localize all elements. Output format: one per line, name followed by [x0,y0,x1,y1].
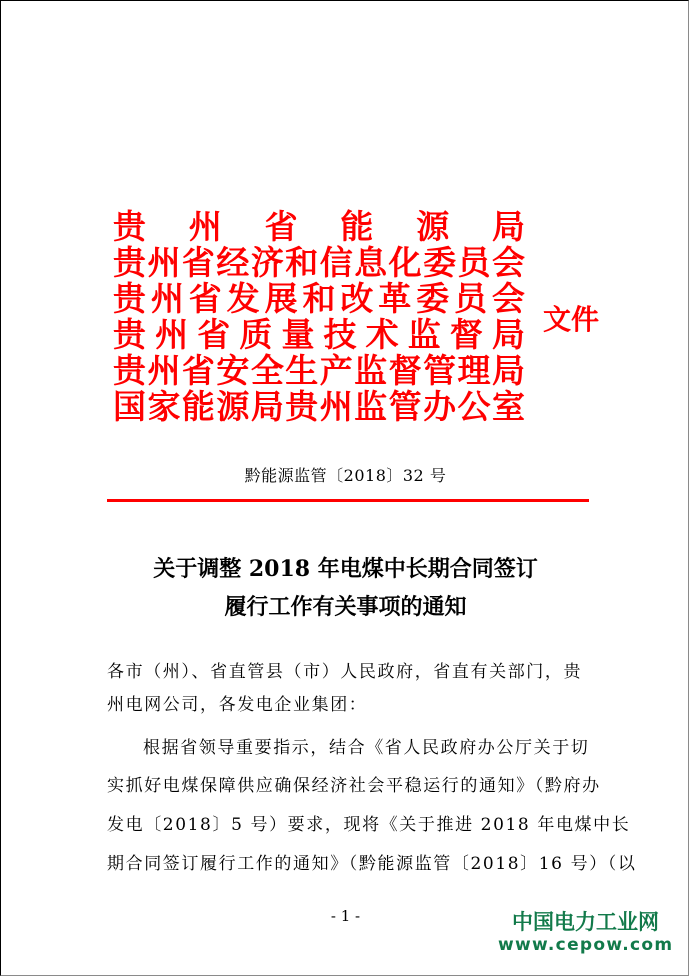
issuer-line: 贵 州 省 能 源 局 [113,207,525,246]
body-line: 实抓好电煤保障供应确保经济社会平稳运行的通知》（黔府办 [107,776,601,796]
issuer-line: 国 家 能 源 局 贵 州 监 管 办 公 室 [113,387,525,426]
issuer-line: 贵 州 省 发 展 和 改 革 委 员 会 [113,279,525,318]
body-line: 州电网公司，各发电企业集团： [107,695,368,715]
document-title-line-2: 履行工作有关事项的通知 [224,594,467,620]
watermark-url: www.cepow.com [498,935,674,955]
document-suffix: 文件 [543,303,600,336]
issuing-authorities [113,209,525,425]
body-line: 各市（州）、省直管县（市）人民政府，省直有关部门，贵 [107,662,583,682]
document-number: 黔能源监管〔2018〕32 号 [244,466,447,485]
watermark-site-name: 中国电力工业网 [512,910,659,934]
page-number: - 1 - [330,907,361,925]
body-line: 根据省领导重要指示，结合《省人民政府办公厅关于切 [143,738,590,758]
issuer-line: 贵 州 省 安 全 生 产 监 督 管 理 局 [113,351,525,390]
red-divider [107,499,589,502]
body-line: 期合同签订履行工作的通知》（黔能源监管〔2018〕16 号）（以 [107,854,637,874]
document-title-line-1: 关于调整 2018 年电煤中长期合同签订 [153,556,538,582]
issuer-line: 贵 州 省 质 量 技 术 监 督 局 [113,315,525,354]
body-line: 发电〔2018〕5 号）要求，现将《关于推进 2018 年电煤中长 [107,815,631,835]
issuer-line: 贵 州 省 经 济 和 信 息 化 委 员 会 [113,243,525,282]
